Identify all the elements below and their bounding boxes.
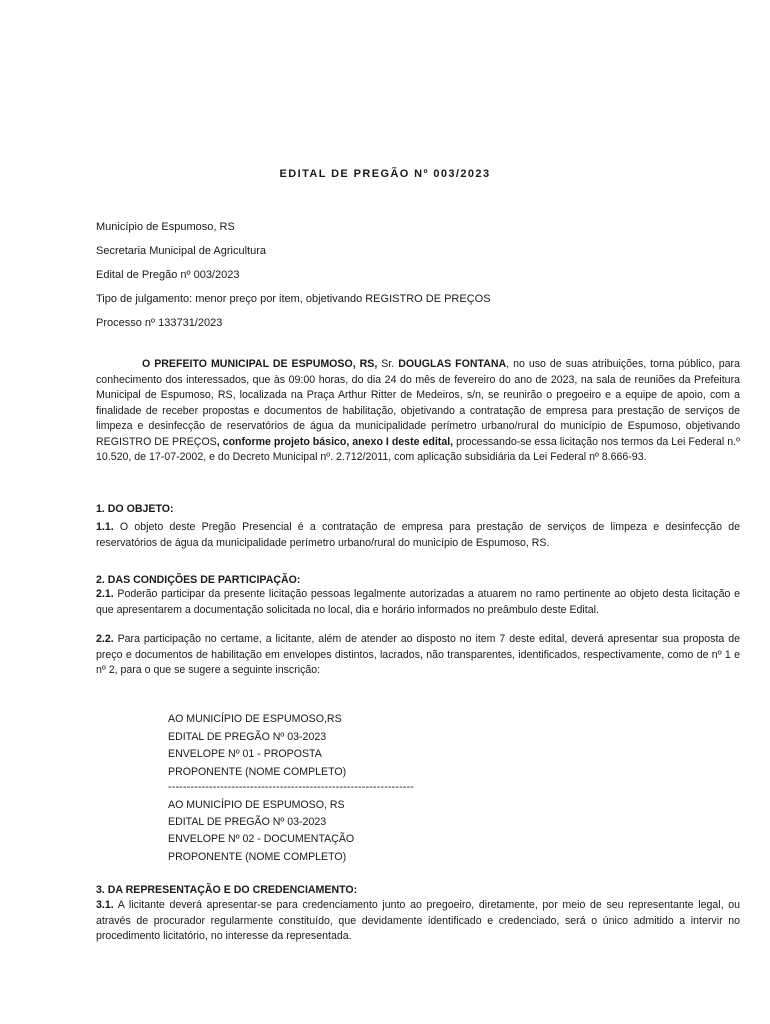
envelope-separator: ------------------------------------------------------------------ [168,781,415,793]
item-text: A licitante deverá apresentar-se para credenciamento junto ao pregoeiro, diretamente, por meio de seu representante legal, ou através de procurador regularmente constituído, que devidamente identificado e credenciado, será o único admitido a intervir no procedimento licitatório, no interesse da representada. [96,899,740,942]
intro-lead: O PREFEITO MUNICIPAL DE ESPUMOSO, RS, [142,358,378,370]
section-2-paragraph-1 [96,587,740,618]
intro-bold-mid: , conforme projeto básico, anexo I deste edital, [216,435,454,448]
envelope-1-line-4: PROPONENTE (NOME COMPLETO) [168,766,347,778]
item-text: Poderão participar da presente licitação pessoas legalmente autorizadas a atuarem no ramo pertinente ao objeto desta licitação e que apresentarem a documentação solicitada no local, dia e horário informados no preâmbulo deste Edital. [96,588,740,616]
envelope-2-line-1: AO MUNICÍPIO DE ESPUMOSO, RS [168,799,345,811]
section-1-paragraph-1 [96,520,740,551]
item-number: 2.2. [96,633,114,645]
item-number: 1.1. [96,521,114,533]
item-number: 3.1. [96,899,114,911]
header-municipality: Município de Espumoso, RS [96,221,235,233]
section-1-heading: 1. DO OBJETO: [96,503,174,515]
intro-mayor-name: DOUGLAS FONTANA [398,358,507,370]
section-2-paragraph-2 [96,632,740,679]
intro-sr: Sr. [377,358,399,370]
section-3-paragraph-1 [96,898,740,945]
envelope-2-line-2: EDITAL DE PREGÃO Nº 03-2023 [168,816,327,828]
intro-text-1: , no uso de suas atribuições, torna público, para conhecimento dos interessados, que às 09:00 horas, do dia 24 do mês de fevereiro do ano de 2023, na sala de reuniões da Prefeitura Municipal de Espumoso, RS, localizada na Praça Arthur Ritter de Medeiros, s/n, se reunirão o pregoeiro e a equipe de apoio, com a finalidade de receber propostas e documentos de habilitação, objetivando a contratação de empresa para prestação de serviços de limpeza e desinfecção de reservatórios de água da municipalidade perímetro urbano/rural do município de Espumoso, objetivando REGISTRO DE PREÇOS [96,358,740,448]
item-text: O objeto deste Pregão Presencial é a contratação de empresa para prestação de serviços de limpeza e desinfecção de reservatórios de água da municipalidade perímetro urbano/rural do município de Espumoso, RS. [96,521,740,549]
item-number: 2.1. [96,588,114,600]
envelope-1-line-3: ENVELOPE Nº 01 - PROPOSTA [168,748,322,760]
header-edital: Edital de Pregão nº 003/2023 [96,269,240,281]
intro-paragraph [96,357,740,466]
section-2-heading: 2. DAS CONDIÇÕES DE PARTICIPAÇÃO: [96,574,301,586]
section-3-heading: 3. DA REPRESENTAÇÃO E DO CREDENCIAMENTO: [96,884,358,896]
envelope-2-line-3: ENVELOPE Nº 02 - DOCUMENTAÇÃO [168,833,355,845]
item-text: Para participação no certame, a licitante, além de atender ao disposto no item 7 deste edital, deverá apresentar sua proposta de preço e documentos de habilitação em envelopes distintos, lacrados, não transparentes, identificados, respectivamente, como de nº 1 e nº 2, para o que se sugere a seguinte inscrição: [96,633,740,676]
intro-text-2: processando-se essa licitação nos termos da Lei Federal n.º 10.520, de 17-07-2002, e do Decreto Municipal nº. 2.712/2011, com aplicação subsidiária da Lei Federal nº 8.666-93. [96,435,740,463]
envelope-1-line-2: EDITAL DE PREGÃO Nº 03-2023 [168,731,327,743]
envelope-2-line-4: PROPONENTE (NOME COMPLETO) [168,851,347,863]
document-title: EDITAL DE PREGÃO Nº 003/2023 [279,168,491,180]
envelope-1-line-1: AO MUNICÍPIO DE ESPUMOSO,RS [168,713,342,725]
header-secretariat: Secretaria Municipal de Agricultura [96,245,266,257]
header-judgement-type: Tipo de julgamento: menor preço por item, objetivando REGISTRO DE PREÇOS [96,293,491,305]
header-process: Processo nº 133731/2023 [96,317,223,329]
